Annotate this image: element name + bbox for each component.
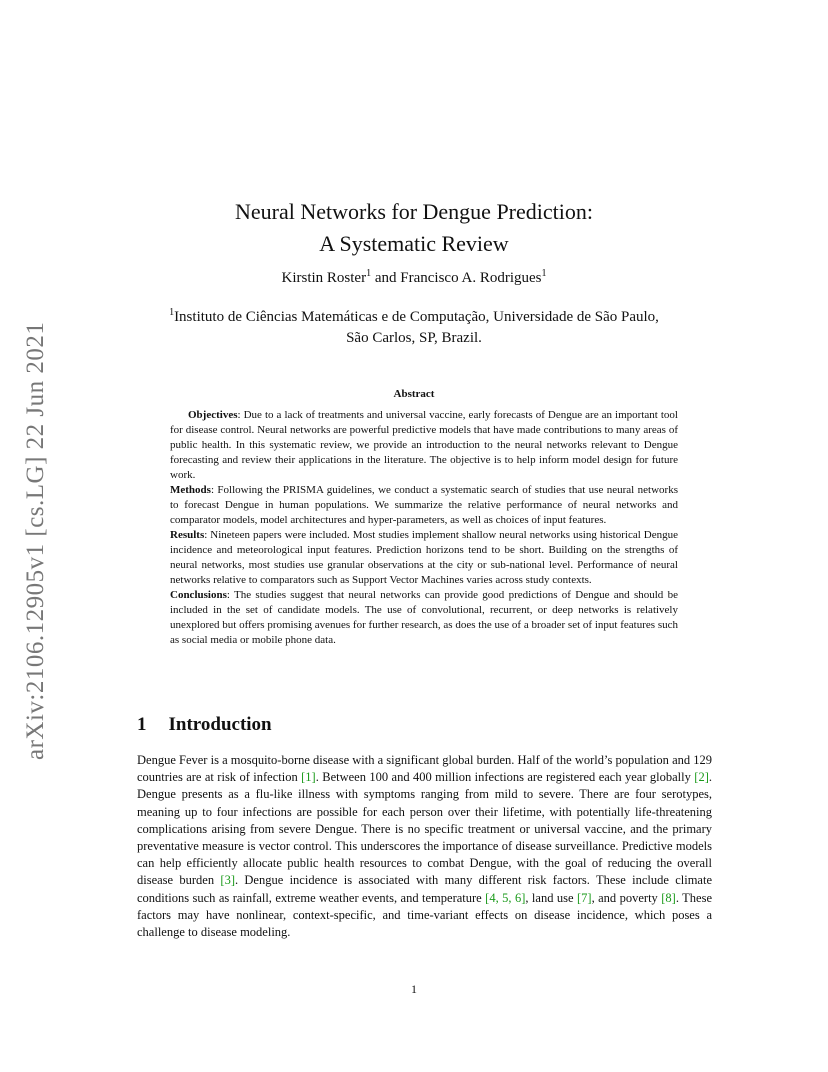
body-text-run: . Between 100 and 400 million infections are registered each year globally (315, 770, 695, 785)
affiliation-marker: 1 (541, 268, 547, 279)
author-list (0, 268, 828, 287)
citation-link[interactable]: [7] (576, 890, 592, 905)
abstract-label: Objectives (188, 409, 238, 421)
affiliation (0, 302, 828, 349)
abstract-text: : The studies suggest that neural networks can provide good predictions of Dengue and should be included in the set of candidate models. The use of convolutional, recurrent, or deep networks is relatively unexplored but offers promising avenues for further research, as does the use of a broader set of input features such as social media or mobile phone data. (170, 589, 678, 646)
author-conjunction: and (371, 270, 401, 286)
section-heading (137, 714, 272, 736)
author-name: Kirstin Roster (281, 270, 367, 286)
citation-link[interactable]: [3] (220, 873, 235, 888)
body-text-run: , and poverty (591, 890, 662, 905)
title-line-1: Neural Networks for Dengue Prediction: (234, 199, 593, 224)
body-text-run: . Dengue incidence is associated with many different risk factors. These include climate conditions such as rainfall, extreme weather events, and temperature (137, 873, 712, 905)
abstract-text: : Due to a lack of treatments and universal vaccine, early forecasts of Dengue are an important tool for disease control. Neural networks are powerful predictive models that have made contributions to many areas of public health. In this systematic review, we provide an introduction to the neural networks relevant to Dengue forecasting and review their applications in the literature. The objective is to help inform model design for future work. (170, 409, 678, 481)
abstract-label: Results (170, 529, 205, 541)
section-title: Introduction (168, 714, 272, 735)
affiliation-marker: 1 (169, 307, 175, 318)
abstract-heading: Abstract (393, 388, 435, 400)
abstract-label: Conclusions (170, 589, 227, 601)
affiliation-line-2: São Carlos, SP, Brazil. (346, 330, 482, 346)
affiliation-marker: 1 (366, 268, 372, 279)
abstract-label: Methods (170, 484, 211, 496)
page-number: 1 (411, 982, 417, 996)
citation-link[interactable]: [1] (301, 770, 316, 785)
abstract-body (170, 408, 678, 648)
abstract-text: : Nineteen papers were included. Most studies implement shallow neural networks using historical Dengue incidence and meteorological input features. Prediction horizons tend to be short. Building on the strengths of neural networks, most studies use granular observations at the city or sub-national level. Performance of neural networks relative to comparators such as Support Vector Machines varies across study contexts. (170, 529, 678, 586)
abstract-objectives (170, 408, 678, 483)
introduction-paragraph (137, 752, 712, 941)
author-name: Francisco A. Rodrigues (400, 270, 542, 286)
body-text-run: , land use (525, 890, 577, 905)
title-line-2: A Systematic Review (319, 231, 509, 256)
body-text-run: Dengue Fever is a mosquito-borne disease with a significant global burden. Half of the world’s population and 129 countries are at risk of infection (137, 753, 712, 785)
body-text-run: . These factors may have nonlinear, context-specific, and time-variant effects on disease incidence, which poses a challenge to disease modeling. (137, 890, 712, 940)
citation-link[interactable]: [4, 5, 6] (485, 890, 526, 905)
paper-title (0, 196, 828, 260)
abstract-conclusions (170, 588, 678, 648)
section-number: 1 (137, 714, 147, 735)
abstract-text: : Following the PRISMA guidelines, we conduct a systematic search of studies that use neural networks to forecast Dengue in human populations. We summarize the relative performance of neural networks and comparator models, model architectures and hyper-parameters, as well as choices of input features. (170, 484, 678, 526)
abstract-methods (170, 483, 678, 528)
citation-link[interactable]: [8] (661, 890, 676, 905)
affiliation-line-1: Instituto de Ciências Matemáticas e de Computação, Universidade de São Paulo, (174, 309, 659, 325)
body-text-run: . Dengue presents as a flu-like illness with symptoms ranging from mild to severe. There are four serotypes, meaning up to four infections are possible for each person over their lifetime, with potentially life-threatening complications arising from severe Dengue. There is no specific treatment or universal vaccine, and the primary preventative measure is vector control. This underscores the importance of disease surveillance. Predictive models can help efficiently allocate public health resources to combat Dengue, with the goal of reducing the overall disease burden (137, 770, 712, 888)
citation-link[interactable]: [2] (694, 770, 709, 785)
arxiv-identifier: arXiv:2106.12905v1 [cs.LG] 22 Jun 2021 (22, 321, 49, 760)
abstract-results (170, 528, 678, 588)
